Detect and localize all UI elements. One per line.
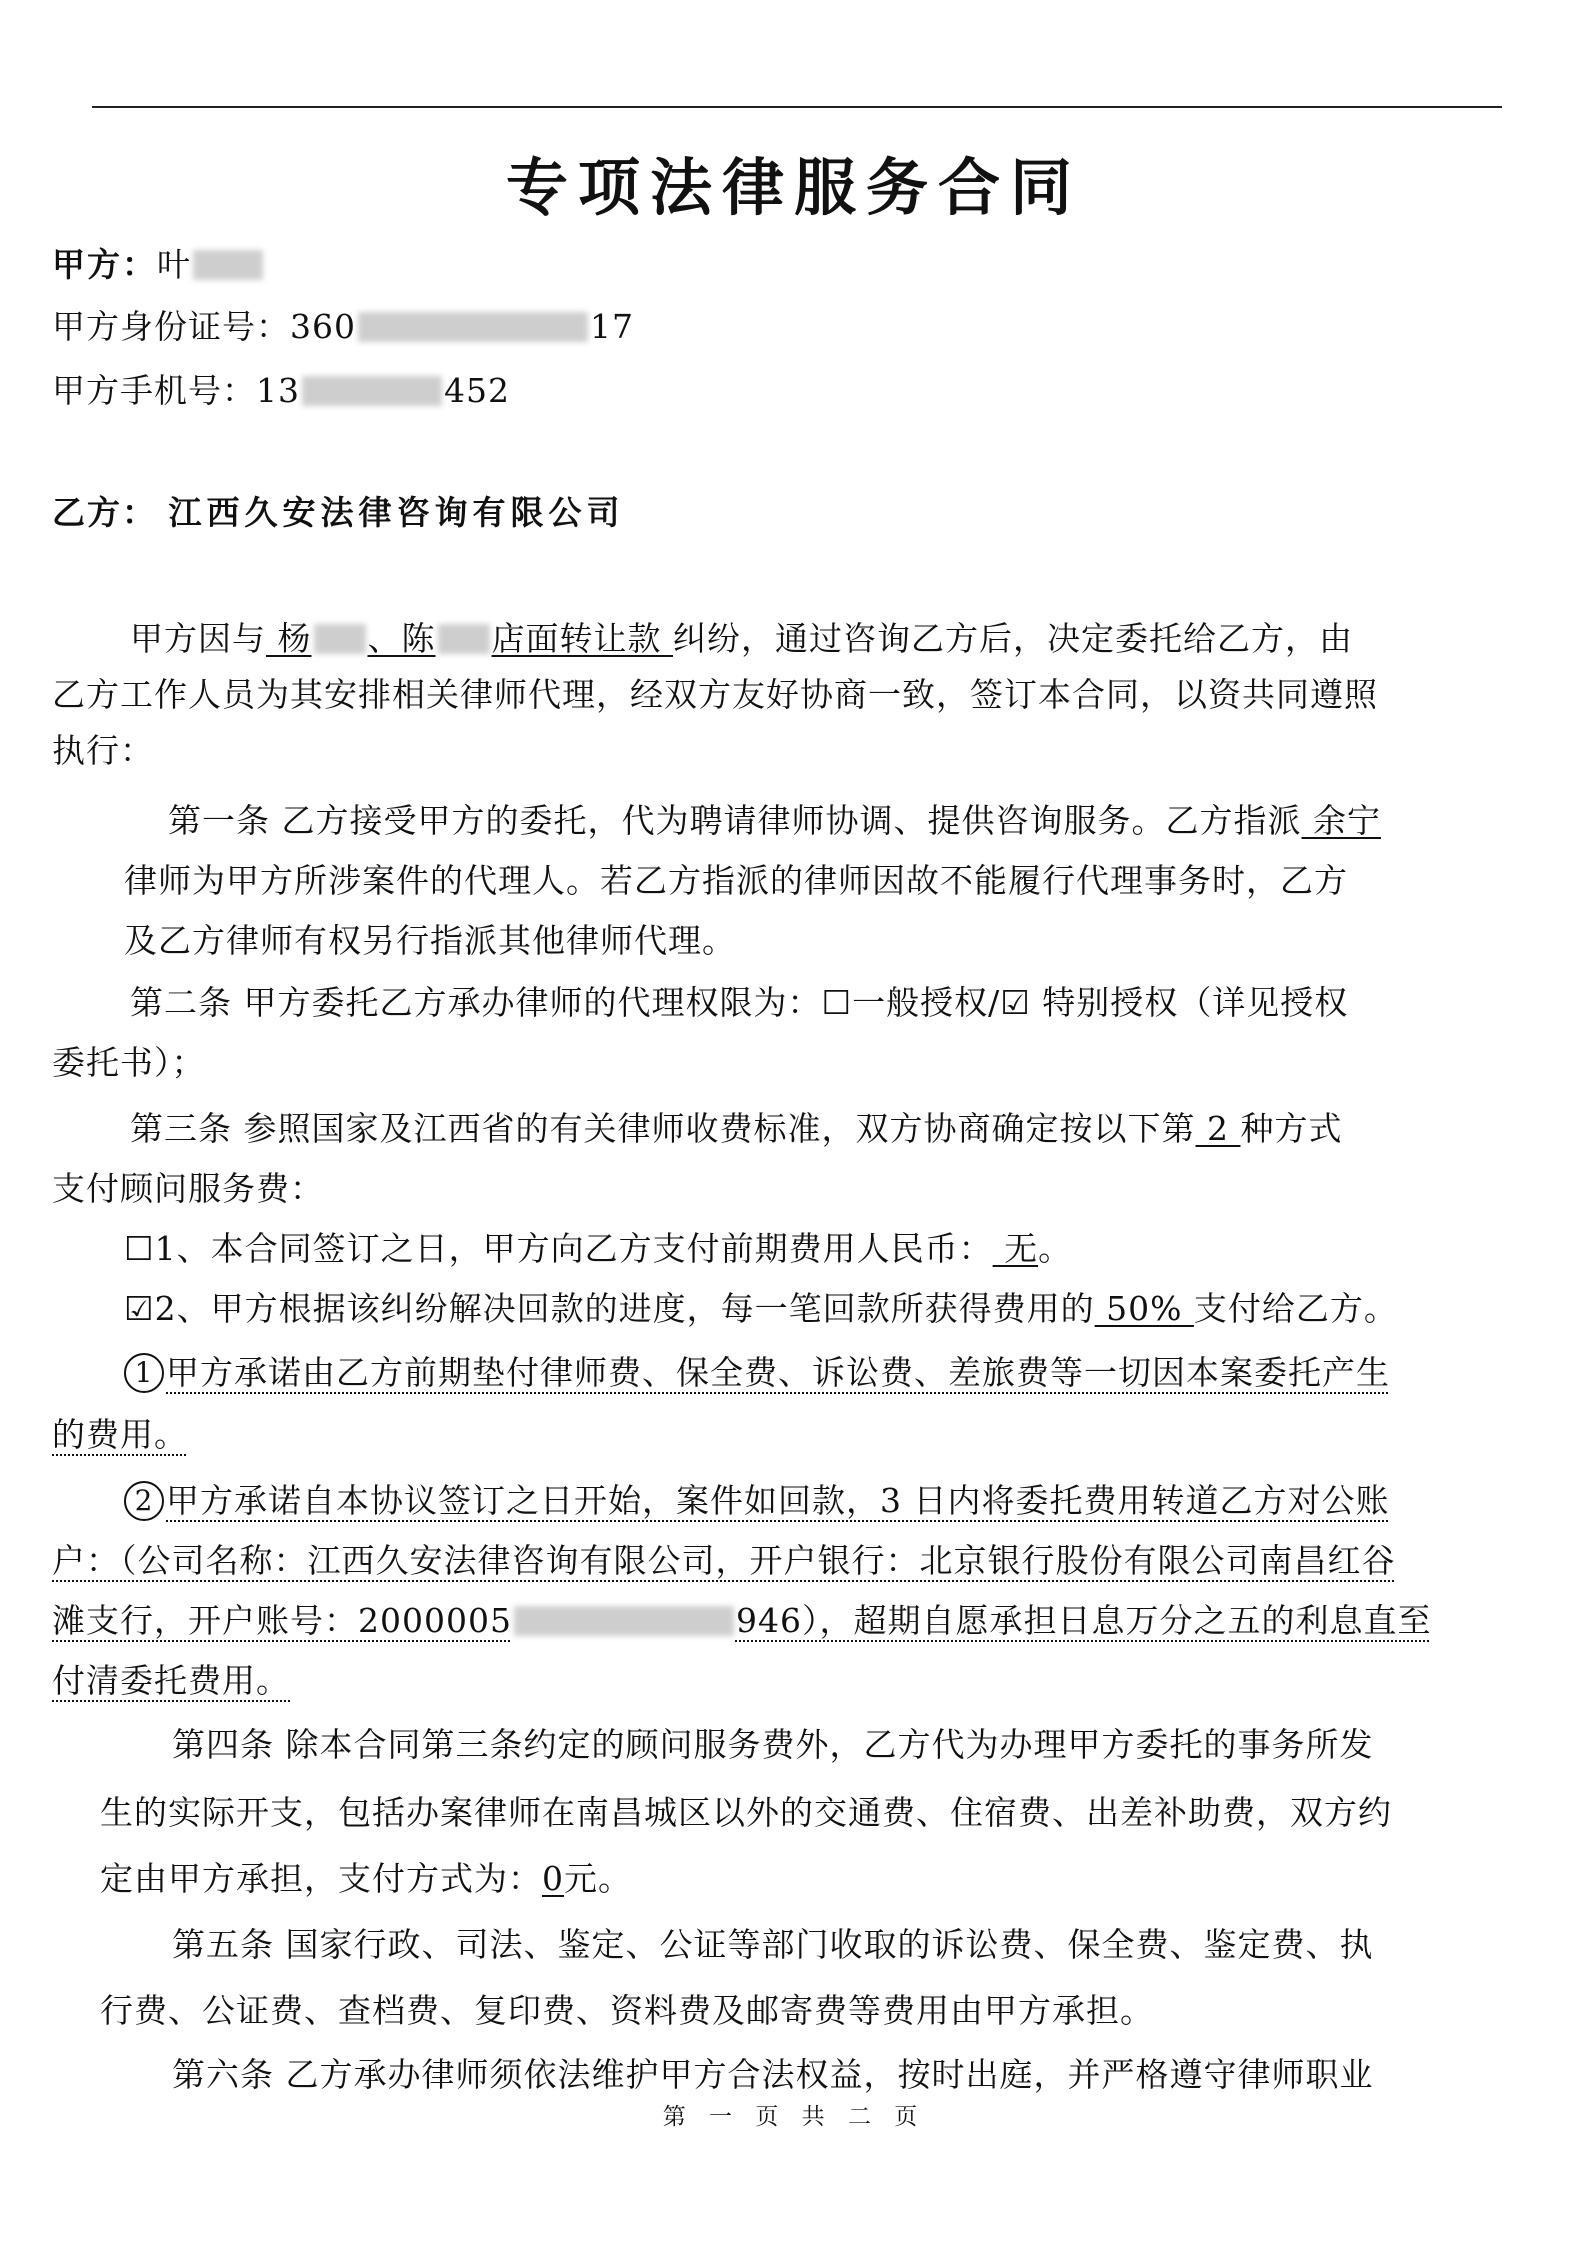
article1-pre: 第一条 乙方接受甲方的委托，代为聘请律师协调、提供咨询服务。乙方指派 [168, 801, 1302, 840]
intro-line-3: 执行： [52, 731, 154, 770]
article3-option-2 [124, 1286, 1584, 1332]
article2-line-2: 委托书）； [52, 1043, 206, 1082]
circled-number-1: 1 [124, 1353, 164, 1393]
article6-line-1: 第六条 乙方承办律师须依法维护甲方合法权益，按时出庭，并严格遵守律师职业 [172, 2055, 1374, 2094]
clause-2-line-4 [52, 1658, 1512, 1704]
intro-line-2: 乙方工作人员为其安排相关律师代理，经双方友好协商一致，签订本合同，以资共同遵照 [52, 675, 1378, 714]
party-a-phone-suffix: 452 [444, 371, 510, 410]
party-a-name-line [52, 242, 1512, 288]
party-a-phone-prefix: 13 [256, 371, 300, 410]
party-a-name-value: 叶 [157, 245, 191, 284]
party-a-name-label: 甲方： [52, 245, 157, 284]
clause-2-line-1 [124, 1478, 1584, 1524]
party-b-label: 乙方： [52, 493, 157, 532]
fill-dispute-subject: 店面转让款 [491, 619, 662, 658]
party-a-id-suffix: 17 [590, 307, 634, 346]
clause-2-line-3 [52, 1598, 1512, 1644]
clause-1-line-2 [52, 1412, 1512, 1458]
article4-line-1: 第四条 除本合同第三条约定的顾问服务费外，乙方代为办理甲方委托的事务所发 [172, 1725, 1374, 1764]
article1-line-1 [168, 798, 1588, 844]
party-b-line [52, 490, 1512, 536]
document-title: 专项法律服务合同 [505, 151, 1082, 224]
article3-line-2: 支付顾问服务费： [52, 1169, 324, 1208]
special-authorization-label: 特别授权（详见授权 [1030, 983, 1349, 1022]
redacted-party-1 [314, 624, 366, 654]
option-1-text: 1、本合同签订之日，甲方向乙方支付前期费用人民币： [154, 1229, 993, 1268]
fill-party-2: 、陈 [367, 619, 436, 658]
article4-line-3 [100, 1856, 1560, 1902]
general-authorization-label: 一般授权/ [852, 983, 1001, 1022]
clause-2-text-1: 甲方承诺自本协议签订之日开始，案件如回款，3 日内将委托费用转道乙方对公账 [166, 1481, 1390, 1520]
checkbox-option-1[interactable]: ☐ [124, 1229, 155, 1268]
top-rule [92, 106, 1502, 108]
article5-line-2: 行费、公证费、查档费、复印费、资料费及邮寄费等费用由甲方承担。 [100, 1991, 1154, 2030]
account-number-prefix: 滩支行，开户账号：2000005 [52, 1601, 512, 1640]
article3-line-1 [130, 1106, 1588, 1152]
party-a-id-label: 甲方身份证号： [52, 307, 290, 346]
checkbox-general-authorization[interactable]: ☐ [821, 983, 853, 1022]
article5-line-1: 第五条 国家行政、司法、鉴定、公证等部门收取的诉讼费、保全费、鉴定费、执 [172, 1925, 1374, 1964]
article2-pre: 第二条 甲方委托乙方承办律师的代理权限为： [130, 983, 822, 1022]
dispute-parties-fill [266, 619, 673, 658]
assigned-lawyer-fill: 余宁 [1301, 801, 1381, 840]
clause-2-text-2: 户：（公司名称：江西久安法律咨询有限公司，开户银行：北京银行股份有限公司南昌红谷 [52, 1541, 1396, 1580]
option-2-end: 支付给乙方。 [1193, 1289, 1398, 1328]
redacted-phone [302, 376, 442, 406]
checkbox-special-authorization[interactable]: ☑ [1000, 983, 1031, 1022]
fee-percentage-fill: 50% [1094, 1289, 1194, 1328]
clause-1-line-1 [124, 1350, 1584, 1396]
article4-pre: 定由甲方承担，支付方式为： [100, 1859, 542, 1898]
article4-line-2: 生的实际开支，包括办案律师在南昌城区以外的交通费、住宿费、出差补助费，双方约 [100, 1793, 1392, 1832]
clause-2-text-3 [52, 1601, 1431, 1640]
clause-1-text-2: 的费用。 [52, 1415, 188, 1454]
article3-post: 种方式 [1240, 1109, 1343, 1148]
redacted-id [358, 312, 588, 342]
fill-party-1: 杨 [266, 619, 312, 658]
party-b-name: 江西久安法律咨询有限公司 [168, 493, 625, 532]
circled-number-2: 2 [124, 1481, 164, 1521]
option-2-text: 2、甲方根据该纠纷解决回款的进度，每一笔回款所获得费用的 [154, 1289, 1095, 1328]
party-a-id-prefix: 360 [290, 307, 356, 346]
redacted-name [193, 250, 263, 280]
travel-fee-fill: 0 [542, 1859, 564, 1898]
party-a-id-line [52, 304, 1512, 350]
clause-1-text-1: 甲方承诺由乙方前期垫付律师费、保全费、诉讼费、差旅费等一切因本案委托产生 [166, 1353, 1390, 1392]
party-a-phone-line [52, 368, 1512, 414]
article2-line-1 [130, 980, 1588, 1026]
clause-2-text-4: 付清委托费用。 [52, 1661, 290, 1700]
checkbox-option-2[interactable]: ☑ [124, 1289, 155, 1328]
option-1-end: 。 [1038, 1229, 1073, 1268]
article1-line-2-text: 律师为甲方所涉案件的代理人。若乙方指派的律师因故不能履行代理事务时，乙方 [124, 861, 1348, 900]
intro-line-1 [130, 616, 1588, 662]
article3-option-1 [124, 1226, 1584, 1272]
clause-2-line-2 [52, 1538, 1512, 1584]
article1-line-3: 及乙方律师有权另行指派其他律师代理。 [124, 921, 736, 960]
article3-pre: 第三条 参照国家及江西省的有关律师收费标准，双方协商确定按以下第 [130, 1109, 1196, 1148]
redacted-account-number [514, 1606, 734, 1636]
intro-post: 纠纷，通过咨询乙方后，决定委托给乙方，由 [673, 619, 1353, 658]
party-a-phone-label: 甲方手机号： [52, 371, 256, 410]
page-footer: 第 一 页 共 二 页 [662, 2104, 926, 2130]
upfront-fee-fill: 无 [992, 1229, 1039, 1268]
redacted-party-2 [438, 624, 490, 654]
article1-line-2 [124, 858, 1584, 904]
intro-pre: 甲方因与 [130, 619, 266, 658]
article4-post: 元。 [564, 1859, 632, 1898]
clause-2-text-3-post: 946），超期自愿承担日息万分之五的利息直至 [735, 1601, 1432, 1640]
payment-method-fill: 2 [1195, 1109, 1241, 1148]
